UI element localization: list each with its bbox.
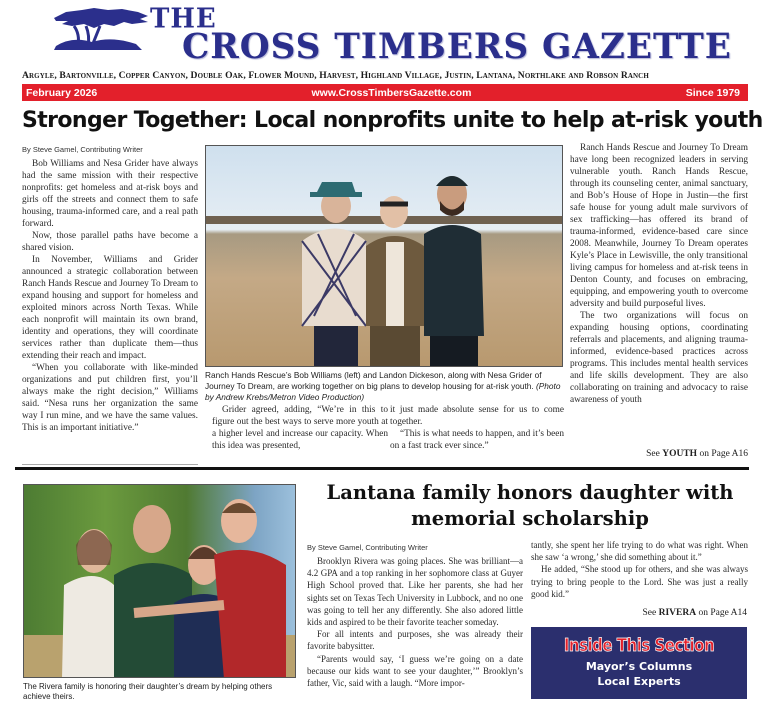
paragraph: For all intents and purposes, she was already their favorite babysitter. <box>307 629 523 652</box>
paragraph: Now, those parallel paths have become a shared vision. <box>22 231 198 253</box>
article1-jump-link[interactable]: See YOUTH on Page A16 <box>646 449 748 459</box>
article1-column-3 <box>390 404 564 452</box>
article1-byline: By Steve Gamel, Contributing Writer <box>22 145 143 154</box>
article2-jump-link[interactable]: See RIVERA on Page A14 <box>642 608 747 618</box>
article2-byline: By Steve Gamel, Contributing Writer <box>307 543 428 552</box>
article2-photo[interactable] <box>23 484 296 678</box>
article2-photo-caption: The Rivera family is honoring their daughter’s dream by helping others achieve theirs. <box>23 682 273 701</box>
section-divider <box>15 467 749 470</box>
paragraph: The two organizations will focus on expanding housing options, coordinating referrals and placements, and aligning trauma-informed, evidence-based practices across programs. This includes mental health services and life skills development. They are also collaborating on training and advocacy to raise awareness of youth <box>570 311 748 405</box>
paragraph: In November, Williams and Grider announced a strategic collaboration between Ranch Hands Rescue and Journey To Dream to expand housing and support for homeless and exploited minors across North Texas. While each nonprofit will maintain its own brand, identity and operations, they will coordinate services rather than duplicate them—thus extending their reach and impact. <box>22 255 198 361</box>
inside-item-local-experts[interactable]: Local Experts <box>597 675 681 688</box>
inside-item-mayors-columns[interactable]: Mayor’s Columns <box>585 660 693 673</box>
article1-headline[interactable]: Stronger Together: Local nonprofits unite to help at-risk youth <box>22 108 763 133</box>
cross-timbers-tree-logo-icon <box>52 6 150 52</box>
masthead <box>0 0 768 104</box>
photo-credit: (Photo by Andrew Krebs/Metron Video Production) <box>205 381 561 402</box>
divider <box>22 464 198 465</box>
article2-column-1 <box>307 555 523 689</box>
article1-photo-caption: Ranch Hands Rescue’s Bob Williams (left) and Landon Dickeson, along with Nesa Grider of Journey To Dream, are working together on big plans to develop housing for at-risk youth. (Photo by Andrew Krebs/Metron Video Production) <box>205 370 561 402</box>
article1-column-4 <box>570 142 748 406</box>
masthead-the: THE <box>150 3 217 35</box>
paragraph: Ranch Hands Rescue and Journey To Dream have long been recognized leaders in serving vulnerable youth. Ranch Hands Rescue, through its counseling center, animal sanctuary, and Bob’s House of Hope in Justin—the first safe house for young adult male survivors of sex trafficking—has offered its brand of trauma-informed, evidence-based care since 2008. Meanwhile, Journey To Dream operates Kyle’s Place in Lewisville, the only transitional living campus for homeless and at-risk teens in Denton County, and focuses on embracing, equipping, and empowering youth to overcome adversity and build purposeful lives. <box>570 143 748 309</box>
masthead-title: CROSS TIMBERS GAZETTE <box>182 26 732 67</box>
article1-photo[interactable] <box>205 145 563 367</box>
inside-this-section-box[interactable] <box>531 627 747 699</box>
article2-column-2 <box>531 539 748 600</box>
three-people-field-photo-icon <box>206 146 563 367</box>
paragraph: “This is what needs to happen, and it’s been on a fast track ever since.” <box>390 429 564 451</box>
article1-column-2 <box>212 404 388 452</box>
coverage-towns: Argyle, Bartonville, Copper Canyon, Double Oak, Flower Mound, Harvest, Highland Village, Justin, Lantana, Northlake and Robson Ranch <box>22 70 649 81</box>
paragraph: “When you collaborate with like-minded organizations and put children first, you’ll always make the right decision,” Williams said. “Nesa runs her organization the same way I run mine, and we have the same values. This is an important initiative.” <box>22 363 198 433</box>
paragraph: Bob Williams and Nesa Grider have always had the same mission with their respective nonprofits: get homeless and at-risk boys and girls off the streets and connect them to safe housing, trauma-informed care, and a real path forward. <box>22 159 198 229</box>
family-photo-icon <box>24 485 296 678</box>
paragraph: Grider agreed, adding, “We’re in this to figure out the best ways to serve more youth at a higher level and increase our capacity. When this idea was presented, <box>212 405 388 451</box>
paragraph: “Parents would say, ‘I guess we’re going on a date because our kids want to see your daughter,’” Brooklyn’s father, Vic, said with a laugh. “More impor- <box>307 653 523 689</box>
website-link[interactable]: www.CrossTimbersGazette.com <box>311 86 472 99</box>
issue-date: February 2026 <box>26 86 98 99</box>
paragraph: tantly, she spent her life trying to do what was right. When she saw ‘a wrong,’ she did something about it.” <box>531 540 748 563</box>
since-year: Since 1979 <box>685 86 740 99</box>
issue-bar <box>22 84 748 101</box>
paragraph: He added, “She stood up for others, and she was always trying to bring people to the Lord. She was just a really good kid.” <box>531 564 748 599</box>
article1-column-1 <box>22 158 198 434</box>
paragraph: Brooklyn Rivera was going places. She was brilliant—a 4.2 GPA and a top ranking in her sophomore class at Guyer High School proved that. Like her parents, she had her sights set on Texas Tech University in Lubbock, and no one was going to tell her any differently. She also adored little kids and aspired to be their favorite teacher someday. <box>307 556 523 628</box>
inside-section-title: Inside This Section <box>563 634 715 656</box>
paragraph: it just made absolute sense for us to come together. <box>390 405 564 427</box>
article2-headline[interactable]: Lantana family honors daughter with memorial scholarship <box>326 481 734 530</box>
